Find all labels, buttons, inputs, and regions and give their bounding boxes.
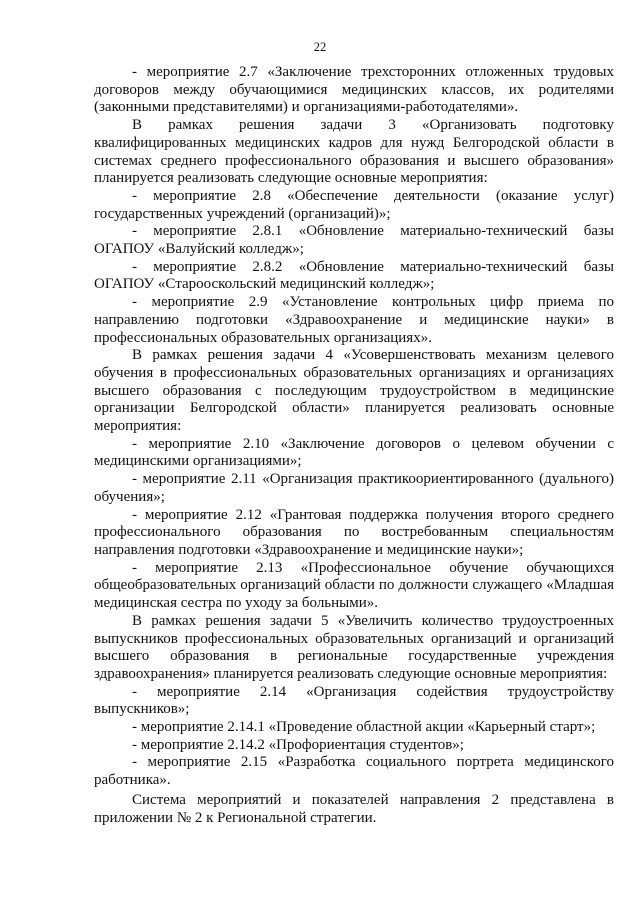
paragraph-measure-2-14: - мероприятие 2.14 «Организация содействия трудоустройству выпускников»;: [94, 683, 614, 718]
paragraph-measure-2-9: - мероприятие 2.9 «Установление контрольных цифр приема по направлению подготовки «Здравоохранение и медицинские науки» в профессиональных образовательных организациях».: [94, 294, 614, 346]
paragraph-task-4: В рамках решения задачи 4 «Усовершенствовать механизм целевого обучения в профессиональных образовательных организациях и организациях высшего образования с последующим трудоустройством в медицинские организации Белгородской области» планируется реализовать основные мероприятия:: [94, 347, 614, 435]
paragraph-measure-2-12: - мероприятие 2.12 «Грантовая поддержка получения второго среднего профессионального образования по востребованным специальностям направления подготовки «Здравоохранение и медицинские науки»;: [94, 506, 614, 558]
paragraph-measure-2-11: - мероприятие 2.11 «Организация практикоориентированного (дуального) обучения»;: [94, 471, 614, 505]
paragraph-measure-2-13: - мероприятие 2.13 «Профессиональное обучение обучающихся общеобразовательных организаций области по должности служащего «Младшая медицинская сестра по уходу за больными».: [94, 559, 614, 612]
paragraph-measure-2-7: - мероприятие 2.7 «Заключение трехсторонних отложенных трудовых договоров между обучающимися медицинских классов, их родителями (законными представителями) и организациями-работодателями».: [94, 64, 614, 116]
paragraph-measure-2-10: - мероприятие 2.10 «Заключение договоров о целевом обучении с медицинскими организациями»;: [94, 435, 614, 470]
paragraph-measure-2-8: - мероприятие 2.8 «Обеспечение деятельности (оказание услуг) государственных учреждений (организаций)»;: [94, 187, 614, 222]
paragraph-task-5: В рамках решения задачи 5 «Увеличить количество трудоустроенных выпускников профессиональных образовательных организаций и организаций высшего образования в региональные государственные учреждения здравоохранения» планируется реализовать следующие основные мероприятия:: [94, 612, 614, 682]
paragraph-system-summary: Система мероприятий и показателей направления 2 представлена в приложении № 2 к Региональной стратегии.: [94, 791, 614, 826]
page-number: 22: [313, 40, 327, 54]
paragraph-measure-2-14-2: - мероприятие 2.14.2 «Профориентация студентов»;: [132, 736, 464, 753]
paragraph-task-3: В рамках решения задачи 3 «Организовать подготовку квалифицированных медицинских кадров для нужд Белгородской области в системах среднего профессионального образования и высшего образования» планируется реализовать следующие основные мероприятия:: [94, 117, 614, 187]
paragraph-measure-2-15: - мероприятие 2.15 «Разработка социального портрета медицинского работника».: [94, 754, 614, 789]
paragraph-measure-2-8-2: - мероприятие 2.8.2 «Обновление материально-технический базы ОГАПОУ «Старооскольский медицинский колледж»;: [94, 258, 614, 293]
paragraph-measure-2-8-1: - мероприятие 2.8.1 «Обновление материально-технический базы ОГАПОУ «Валуйский колледж»;: [94, 223, 614, 258]
document-body: [94, 64, 614, 827]
paragraph-measure-2-14-1: - мероприятие 2.14.1 «Проведение областной акции «Карьерный старт»;: [132, 719, 596, 736]
